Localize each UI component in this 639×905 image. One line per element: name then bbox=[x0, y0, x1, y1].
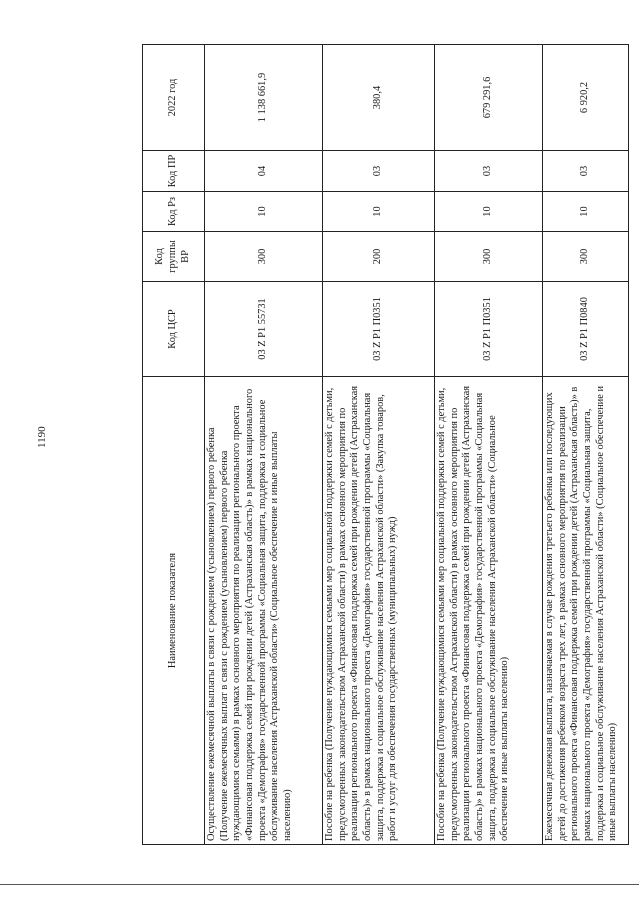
row-pr: 03 bbox=[435, 151, 543, 192]
row-vr: 300 bbox=[543, 232, 629, 282]
row-name: Ежемесячная денежная выплата, назначаемая в случае рождения третьего ребенка или последующих детей до достижения ребенком возраста трех лет, в рамках основного мероприятия по реализации регионального проекта «Финансовая поддержка семей при рождении детей (Астраханская область)» в рамках национального проекта «Демография» государственной программы «Социальная защита, поддержка и социальное обслуживание населения Астраханской области» (Социальное обеспечение и иные выплаты населению) bbox=[543, 377, 629, 845]
budget-table bbox=[142, 44, 629, 845]
header-vr: Код группы ВР bbox=[143, 232, 205, 282]
row-amount: 1 138 661,9 bbox=[205, 45, 323, 151]
footer-divider bbox=[0, 884, 639, 885]
row-pr: 03 bbox=[543, 151, 629, 192]
row-rz: 10 bbox=[543, 192, 629, 232]
row-pr: 04 bbox=[205, 151, 323, 192]
row-amount: 380,4 bbox=[323, 45, 435, 151]
row-pr: 03 bbox=[323, 151, 435, 192]
header-csr: Код ЦСР bbox=[143, 282, 205, 377]
row-name: Осуществление ежемесячной выплаты в связи с рождением (усыновлением) первого ребенка (Получение ежемесячных выплат в связи с рождением (усыновлением) первого ребенка нуждающимися семьями) в рамках основного мероприятия по реализации регионального проекта «Финансовая поддержка семей при рождении детей (Астраханская область)» в рамках национального проекта «Демография» государственной программы «Социальная защита, поддержка и социальное обслуживание населения Астраханской области» (Социальное обеспечение и иные выплаты населению) bbox=[205, 377, 323, 845]
table-row bbox=[435, 45, 543, 845]
header-name: Наименование показателя bbox=[143, 377, 205, 845]
table-row bbox=[205, 45, 323, 845]
header-pr: Код ПР bbox=[143, 151, 205, 192]
row-rz: 10 bbox=[435, 192, 543, 232]
page-number: 1190 bbox=[36, 426, 48, 448]
header-year: 2022 год bbox=[143, 45, 205, 151]
row-csr: 03 Z P1 П0840 bbox=[543, 282, 629, 377]
row-vr: 300 bbox=[205, 232, 323, 282]
table-row bbox=[323, 45, 435, 845]
row-amount: 679 291,6 bbox=[435, 45, 543, 151]
row-csr: 03 Z P1 55731 bbox=[205, 282, 323, 377]
row-rz: 10 bbox=[323, 192, 435, 232]
header-rz: Код Рз bbox=[143, 192, 205, 232]
row-csr: 03 Z P1 П0351 bbox=[323, 282, 435, 377]
table-row bbox=[543, 45, 629, 845]
budget-table-container bbox=[142, 45, 628, 845]
row-vr: 300 bbox=[435, 232, 543, 282]
row-csr: 03 Z P1 П0351 bbox=[435, 282, 543, 377]
row-name: Пособие на ребенка (Получение нуждающимися семьями мер социальной поддержки семей с детьми, предусмотренных законодательством Астраханской области) в рамках основного мероприятия по реализации регионального проекта «Финансовая поддержка семей при рождении детей (Астраханская область)» в рамках национального проекта «Демография» государственной программы «Социальная защита, поддержка и социальное обслуживание населения Астраханской области» (Закупка товаров, работ и услуг для обеспечения государственных (муниципальных) нужд) bbox=[323, 377, 435, 845]
table-header-row bbox=[143, 45, 205, 845]
row-name: Пособие на ребенка (Получение нуждающимися семьями мер социальной поддержки семей с детьми, предусмотренных законодательством Астраханской области) в рамках основного мероприятия по реализации регионального проекта «Финансовая поддержка семей при рождении детей (Астраханская область)» в рамках национального проекта «Демография» государственной программы «Социальная защита, поддержка и социальное обслуживание населения Астраханской области» (Социальное обеспечение и иные выплаты населению) bbox=[435, 377, 543, 845]
row-amount: 6 920,2 bbox=[543, 45, 629, 151]
row-vr: 200 bbox=[323, 232, 435, 282]
row-rz: 10 bbox=[205, 192, 323, 232]
